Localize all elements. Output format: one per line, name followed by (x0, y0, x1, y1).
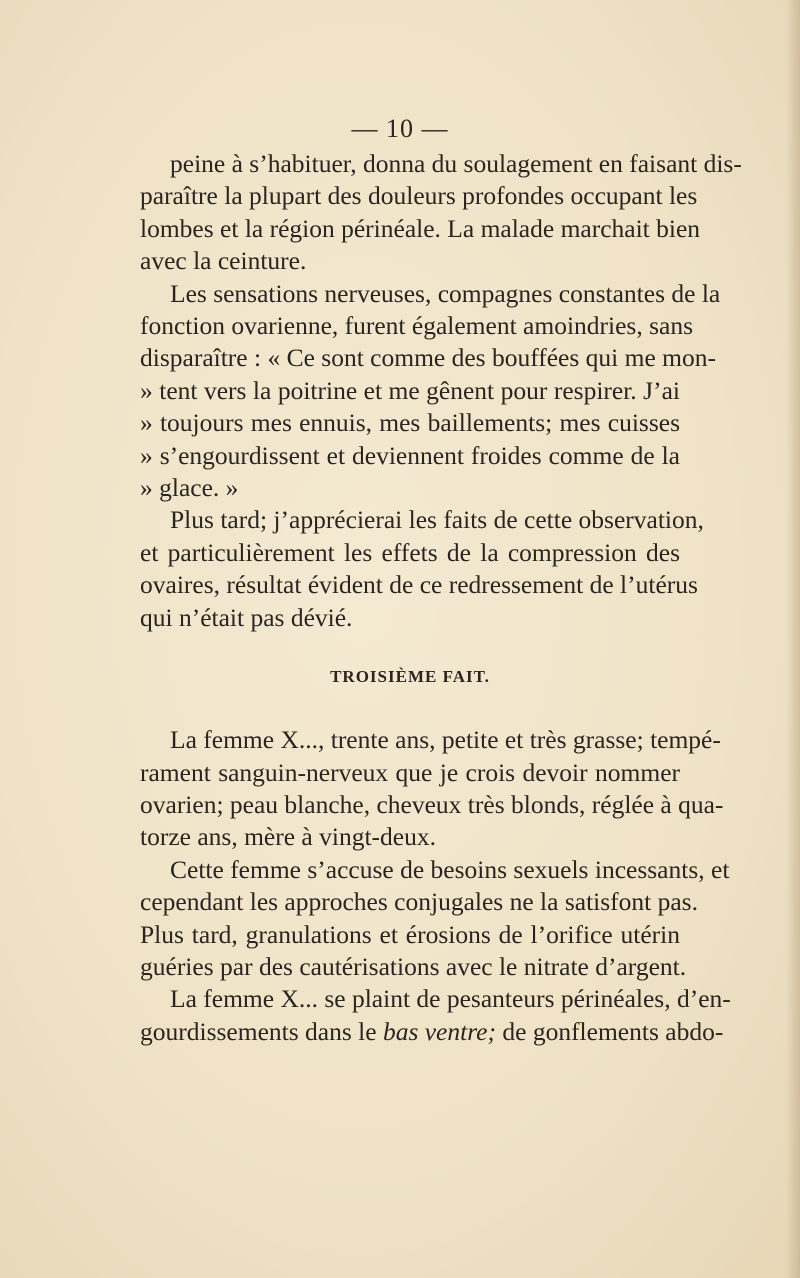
text-line-with-italic (140, 1016, 724, 1048)
text-line: ovarien; peau blanche, cheveux très blonds, réglée à qua- (140, 789, 724, 819)
text-line: avec la ceinture. (140, 246, 307, 276)
text-line: Les sensations nerveuses, compagnes constantes de la (170, 278, 721, 308)
page-edge-shadow (786, 0, 800, 1278)
text-line: ovaires, résultat évident de ce redressement de l’utérus (140, 570, 698, 600)
text-line: qui n’était pas dévié. (140, 602, 353, 632)
text-line: cependant les approches conjugales ne la satisfont pas. (140, 887, 698, 917)
italic-text: bas ventre; (382, 1016, 496, 1046)
text-line: lombes et la région périnéale. La malade marchait bien (140, 213, 701, 243)
page-number: — 10 — (351, 114, 449, 143)
text-line: rament sanguin-nerveux que je crois devoir nommer (140, 757, 680, 787)
text-line: » toujours mes ennuis, mes baillements; mes cuisses (140, 408, 680, 438)
text-segment: gourdissements dans le (140, 1016, 383, 1046)
text-line: fonction ovarienne, furent également amoindries, sans (140, 311, 694, 341)
body-text (140, 148, 742, 1048)
text-line: Plus tard; j’apprécierai les faits de cette observation, (170, 505, 704, 535)
section-heading: TROISIÈME FAIT. (330, 667, 490, 687)
paragraph (140, 983, 731, 1048)
text-line: Plus tard, granulations et érosions de l’orifice utérin (140, 919, 680, 949)
text-line: » tent vers la poitrine et me gênent pour respirer. J’ai (140, 375, 680, 405)
text-line: La femme X..., trente ans, petite et très grasse; tempé- (170, 725, 721, 755)
paragraph (140, 148, 742, 278)
paragraph (140, 278, 721, 505)
text-line: La femme X... se plaint de pesanteurs périnéales, d’en- (170, 984, 731, 1014)
paragraph (140, 724, 724, 854)
text-line: peine à s’habituer, donna du soulagement en faisant dis- (170, 149, 742, 178)
text-line: guéries par des cautérisations avec le nitrate d’argent. (140, 951, 687, 981)
text-line: Cette femme s’accuse de besoins sexuels incessants, et (170, 854, 730, 884)
paragraph (140, 504, 704, 634)
text-line: paraître la plupart des douleurs profondes occupant les (140, 181, 698, 211)
text-segment: de gonflements abdo- (496, 1016, 724, 1046)
text-line: et particulièrement les effets de la compression des (140, 537, 680, 567)
paragraph (140, 854, 730, 984)
text-line: » glace. » (140, 473, 239, 503)
text-line: torze ans, mère à vingt-deux. (140, 822, 436, 852)
text-line: disparaître : « Ce sont comme des bouffées qui me mon- (140, 343, 716, 373)
text-line: » s’engourdissent et deviennent froides comme de la (140, 440, 680, 470)
